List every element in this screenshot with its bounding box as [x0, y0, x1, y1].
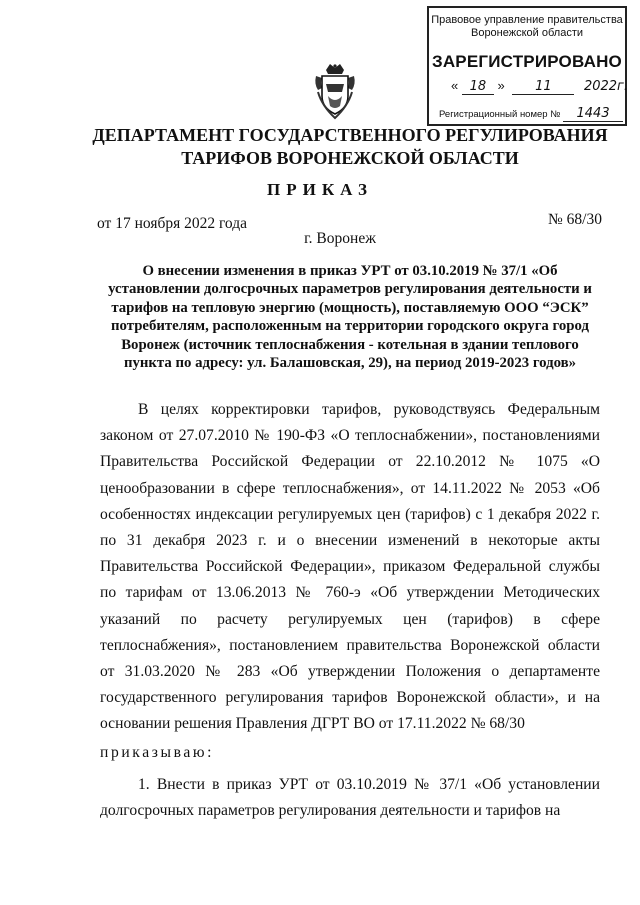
order-date: от 17 ноября 2022 года	[97, 215, 248, 232]
registration-stamp	[427, 6, 627, 126]
order-title: ПРИКАЗ	[267, 180, 373, 199]
stamp-day: 18	[462, 79, 494, 95]
stamp-month: 11	[512, 79, 574, 95]
stamp-reg-number: 1443	[563, 106, 623, 122]
order-subject: О внесении изменения в приказ УРТ от 03.10.2019 № 37/1 «Об установлении долгосрочных параметров регулирования деятельности и тарифов на тепловую энергию (мощность), поставляемую ООО “ЭСК” потребителям, расположенным на территории городского округа город Воронеж (источник теплоснабжения - котельная в здании теплового пункта по адресу: ул. Балашовская, 29), на период 2019-2023 годов»	[108, 263, 592, 372]
stamp-title: ЗАРЕГИСТРИРОВАНО	[431, 52, 622, 71]
stamp-organization: Правовое управление правительства Воронежской области	[431, 14, 623, 39]
order-body	[100, 397, 600, 824]
coat-of-arms-icon	[312, 62, 358, 122]
stamp-year: 2022г.	[583, 79, 629, 94]
stamp-date: « 18 » 11 2022г.	[451, 78, 629, 94]
order-number: № 68/30	[548, 211, 602, 228]
department-name: ДЕПАРТАМЕНТ ГОСУДАРСТВЕННОГО РЕГУЛИРОВАНИЯ ТАРИФОВ ВОРОНЕЖСКОЙ ОБЛАСТИ	[92, 125, 608, 168]
preamble-paragraph: В целях корректировки тарифов, руководствуясь Федеральным законом от 27.07.2010 № 190-ФЗ «О теплоснабжении», постановлениями Правительства Российской Федерации от 22.10.2012 № 1075 «О ценообразовании в сфере теплоснабжения», от 14.11.2022 № 2053 «Об особенностях индексации регулируемых цен (тарифов) с 1 декабря 2022 г. по 31 декабря 2023 г. и о внесении изменений в некоторые акты Правительства Российской Федерации», приказом Федеральной службы по тарифам от 13.06.2013 № 760-э «Об утверждении Методических указаний по расчету регулируемых цен (тарифов) в сфере теплоснабжения», постановлением правительства Воронежской области от 31.03.2020 № 283 «Об утверждении Положения о департаменте государственного регулирования тарифов Воронежской области», и на основании решения Правления ДГРТ ВО от 17.11.2022 № 68/30	[100, 401, 600, 733]
stamp-registration: Регистрационный номер № 1443	[439, 106, 623, 122]
order-word: приказываю:	[100, 743, 215, 761]
order-city: г. Воронеж	[304, 230, 376, 247]
item-1-paragraph: 1. Внести в приказ УРТ от 03.10.2019 № 37/1 «Об установлении долгосрочных параметров регулирования деятельности и тарифов на	[100, 775, 600, 820]
